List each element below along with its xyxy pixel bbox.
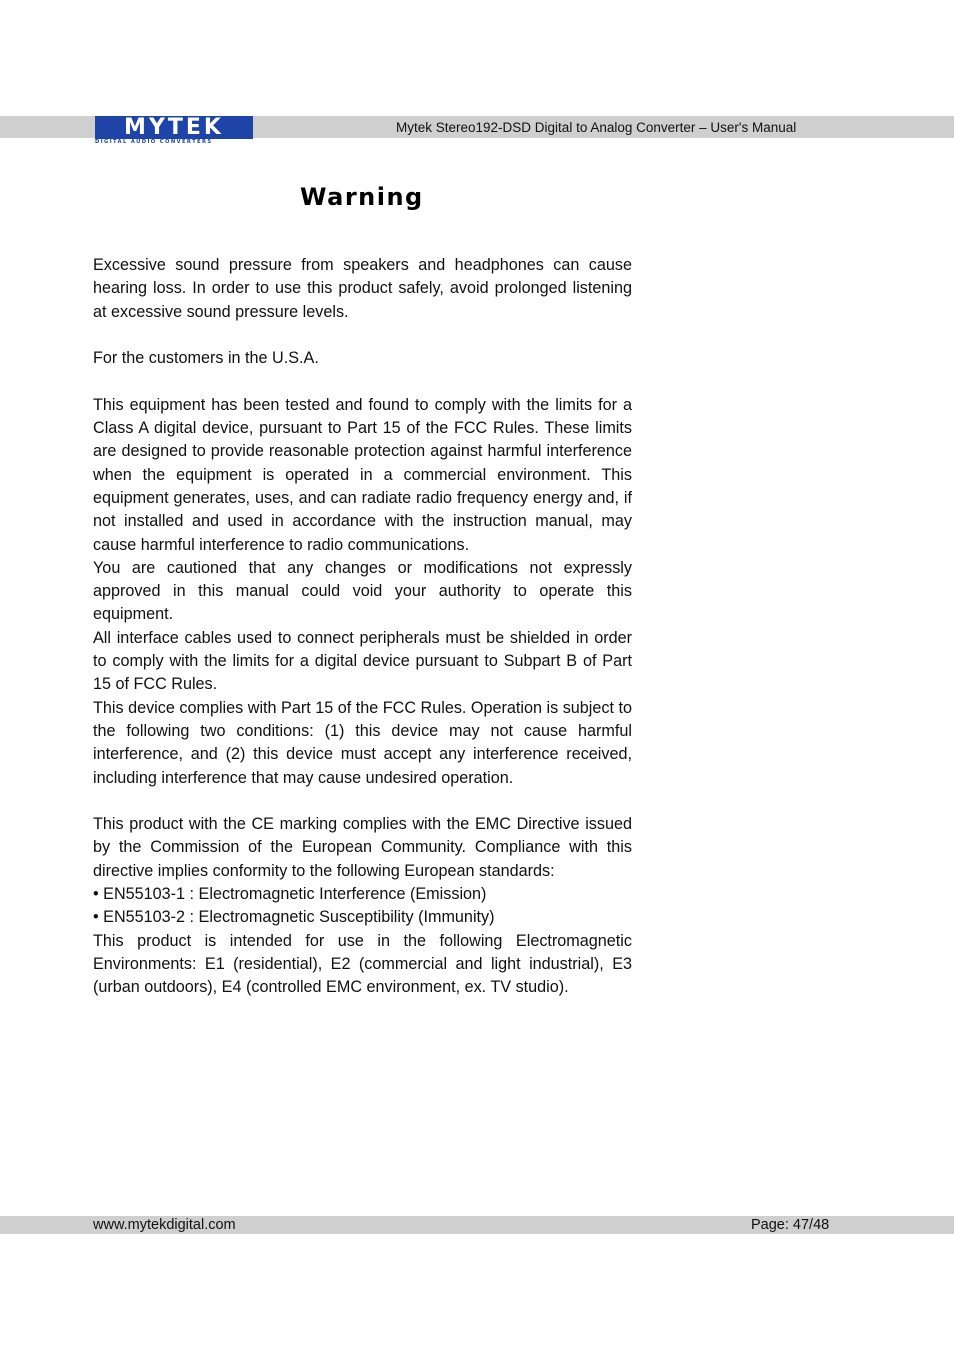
list-item-en55103-1: • EN55103-1 : Electromagnetic Interference (Emission) [93,885,487,904]
page-number: Page: 47/48 [751,1217,830,1233]
warning-body [93,254,632,1000]
paragraph-modifications: You are cautioned that any changes or modifications not expressly approved in this manual could void your authority to operate this equipment. [93,558,632,624]
paragraph-environments: This product is intended for use in the following Electromagnetic Environments: E1 (residential), E2 (commercial and light industrial), E3 (urban outdoors), E4 (controlled EMC environment, ex. TV studio). [93,931,632,997]
list-item-en55103-2: • EN55103-2 : Electromagnetic Susceptibility (Immunity) [93,908,495,927]
paragraph-sound-pressure: Excessive sound pressure from speakers and headphones can cause hearing loss. In order to use this product safely, avoid prolonged listening at excessive sound pressure levels. [93,256,632,321]
page-title: Warning [300,183,424,211]
running-header-title: Mytek Stereo192-DSD Digital to Analog Converter – User's Manual [396,120,797,135]
blank-line [93,370,632,393]
logo-tagline: DIGITAL AUDIO CONVERTERS [95,139,213,145]
paragraph-shielded-cables: All interface cables used to connect peripherals must be shielded in order to comply with the limits for a digital device pursuant to Subpart B of Part 15 of FCC Rules. [93,628,632,694]
paragraph-fcc-part-15: This device complies with Part 15 of the FCC Rules. Operation is subject to the following two conditions: (1) this device may not cause harmful interference, and (2) this device must accept any interference received, including interference that may cause undesired operation. [93,698,632,787]
paragraph-fcc-class-a: This equipment has been tested and found to comply with the limits for a Class A digital device, pursuant to Part 15 of the FCC Rules. These limits are designed to provide reasonable protection against harmful interference when the equipment is operated in a commercial environment. This equipment generates, uses, and can radiate radio frequency energy and, if not installed and used in accordance with the instruction manual, may cause harmful interference to radio communications. [93,395,632,554]
blank-line [93,324,632,347]
mytek-logo [95,116,253,146]
paragraph-ce-marking: This product with the CE marking complies with the EMC Directive issued by the Commission of the European Community. Compliance with this directive implies conformity to the following European standards: [93,815,632,880]
blank-line [93,790,632,813]
logo-wordmark: MYTEK [124,115,224,140]
paragraph-usa-heading: For the customers in the U.S.A. [93,349,319,368]
footer-url: www.mytekdigital.com [93,1217,236,1233]
